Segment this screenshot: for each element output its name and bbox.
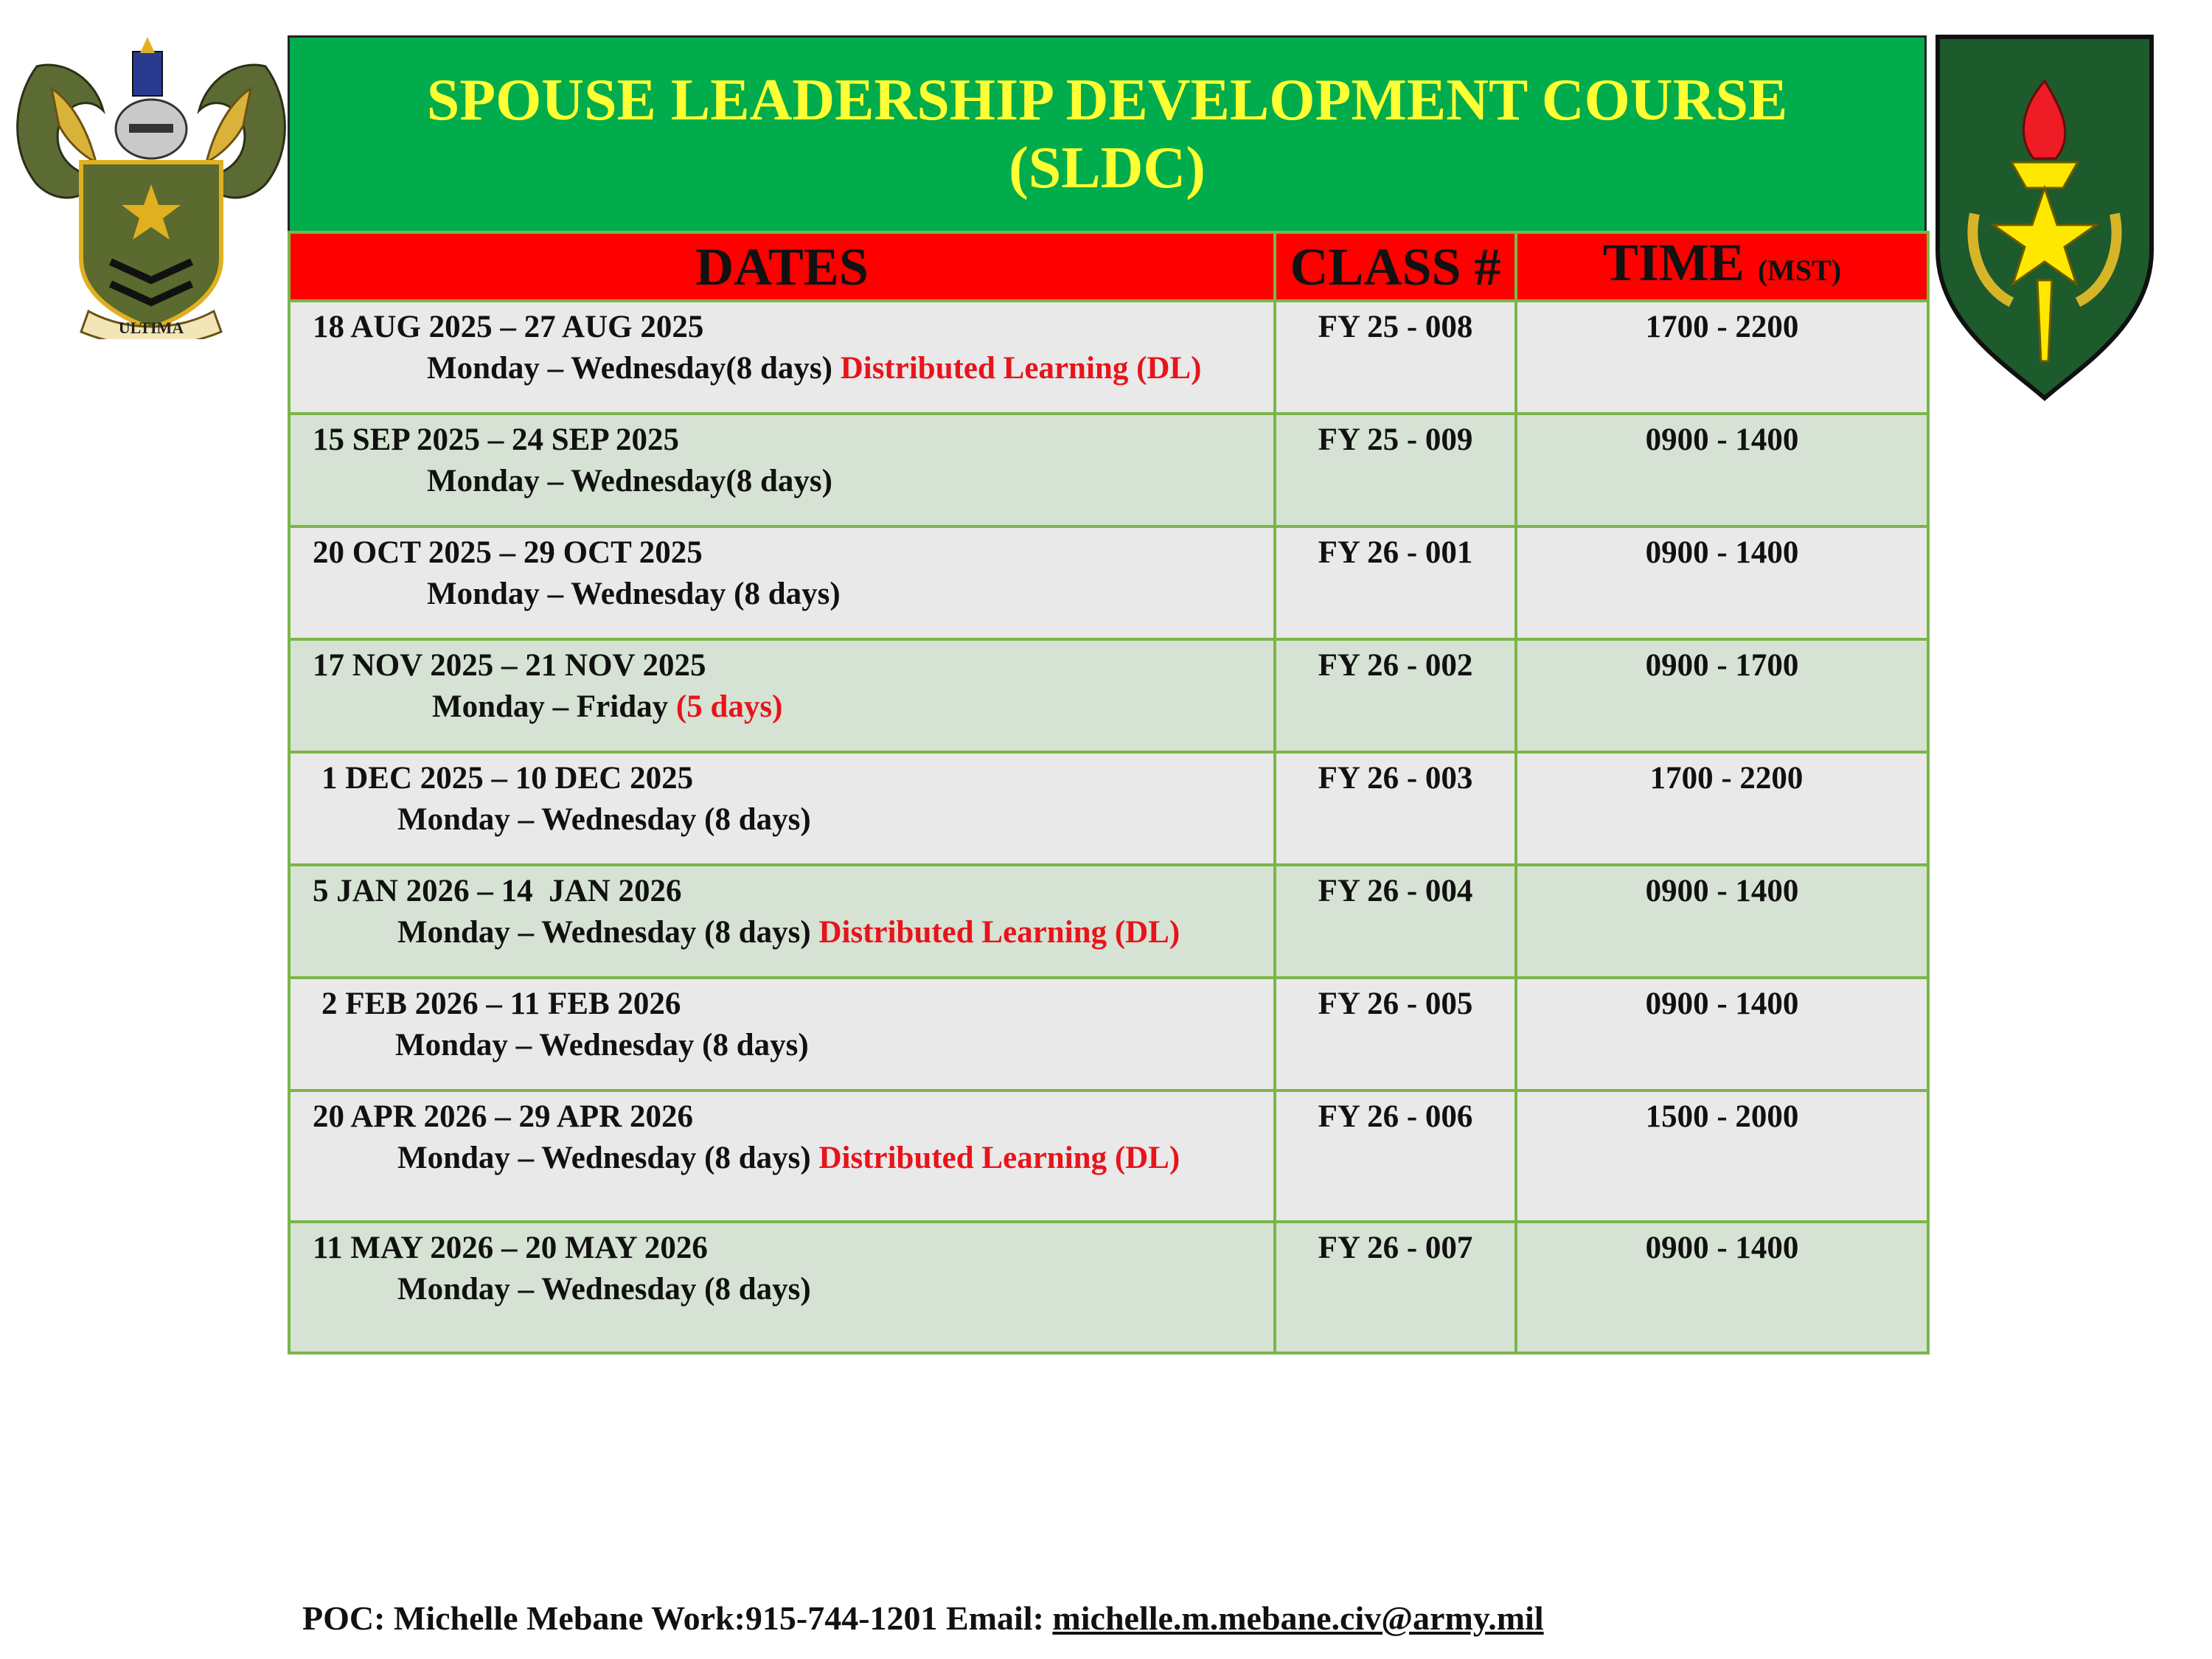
row-days: [291, 1025, 1273, 1066]
unit-shield-logo: [1930, 29, 2159, 406]
table-row: [289, 301, 1928, 414]
schedule-table: [288, 231, 1930, 1354]
header-time-label: TIME: [1602, 233, 1745, 292]
row-class: FY 26 - 005: [1275, 978, 1516, 1091]
row-days-text: Monday – Wednesday (8 days): [395, 1028, 809, 1062]
row-days-text: Monday – Wednesday (8 days): [397, 1141, 811, 1175]
row-dates: 1 DEC 2025 – 10 DEC 2025: [321, 761, 694, 796]
row-days: [291, 799, 1273, 841]
row-dates: 15 SEP 2025 – 24 SEP 2025: [313, 422, 679, 457]
svg-text:ULTIMA: ULTIMA: [118, 319, 184, 337]
row-class: FY 26 - 006: [1275, 1091, 1516, 1222]
header-class: CLASS #: [1275, 232, 1516, 301]
table-row: [289, 526, 1928, 639]
row-days-text: Monday – Wednesday(8 days): [427, 464, 832, 498]
row-time: 0900 - 1400: [1516, 414, 1928, 526]
row-days: [291, 1269, 1273, 1310]
course-schedule-sheet: [288, 35, 1927, 1354]
table-row: [289, 865, 1928, 978]
row-note: Distributed Learning (DL): [840, 351, 1202, 386]
table-row: [289, 978, 1928, 1091]
row-dates: 11 MAY 2026 – 20 MAY 2026: [313, 1231, 708, 1265]
row-time: 0900 - 1400: [1516, 865, 1928, 978]
table-row: [289, 414, 1928, 526]
row-days-text: Monday – Friday: [432, 689, 669, 724]
row-days: [291, 912, 1273, 953]
row-dates: 18 AUG 2025 – 27 AUG 2025: [313, 310, 704, 344]
table-row: [289, 1091, 1928, 1222]
row-class: FY 26 - 002: [1275, 639, 1516, 752]
row-time: 1700 - 2200: [1516, 752, 1928, 865]
row-note: Distributed Learning (DL): [818, 1141, 1180, 1175]
page-title: SPOUSE LEADERSHIP DEVELOPMENT COURSE: [426, 68, 1788, 133]
work-phone: 915-744-1201: [745, 1599, 938, 1637]
row-days-text: Monday – Wednesday (8 days): [427, 577, 841, 611]
table-row: [289, 639, 1928, 752]
row-days-text: Monday – Wednesday (8 days): [397, 1272, 811, 1307]
work-label: Work:: [651, 1599, 745, 1637]
row-days: [291, 574, 1273, 615]
header-row: [289, 232, 1928, 301]
title-band: [288, 35, 1927, 231]
row-class: FY 26 - 003: [1275, 752, 1516, 865]
row-days: [291, 1138, 1273, 1179]
header-dates: DATES: [289, 232, 1275, 301]
row-days-text: Monday – Wednesday (8 days): [397, 915, 811, 950]
page-subtitle: (SLDC): [1009, 136, 1206, 201]
row-days: [291, 686, 1273, 728]
row-class: FY 26 - 001: [1275, 526, 1516, 639]
row-time: 0900 - 1700: [1516, 639, 1928, 752]
email-link[interactable]: michelle.m.mebane.civ@army.mil: [1052, 1599, 1544, 1637]
email-label: Email:: [946, 1599, 1044, 1637]
table-row: [289, 1222, 1928, 1353]
poc-name: Michelle Mebane: [393, 1599, 644, 1637]
row-dates: 5 JAN 2026 – 14 JAN 2026: [313, 874, 682, 908]
row-dates: 20 APR 2026 – 29 APR 2026: [313, 1099, 693, 1134]
row-days-text: Monday – Wednesday(8 days): [427, 351, 832, 386]
row-days: [291, 461, 1273, 502]
row-class: FY 25 - 008: [1275, 301, 1516, 414]
contact-footer: [302, 1599, 1544, 1638]
row-days: [291, 348, 1273, 389]
row-time: 0900 - 1400: [1516, 978, 1928, 1091]
header-time: [1516, 232, 1928, 301]
table-row: [289, 752, 1928, 865]
row-time: 1500 - 2000: [1516, 1091, 1928, 1222]
row-time: 1700 - 2200: [1516, 301, 1928, 414]
header-time-zone: (MST): [1757, 254, 1842, 287]
row-note: Distributed Learning (DL): [818, 915, 1180, 950]
row-class: FY 25 - 009: [1275, 414, 1516, 526]
row-time: 0900 - 1400: [1516, 526, 1928, 639]
row-class: FY 26 - 007: [1275, 1222, 1516, 1353]
row-note: (5 days): [675, 689, 783, 724]
academy-crest-logo: [7, 37, 295, 339]
row-dates: 2 FEB 2026 – 11 FEB 2026: [321, 987, 681, 1021]
row-class: FY 26 - 004: [1275, 865, 1516, 978]
row-time: 0900 - 1400: [1516, 1222, 1928, 1353]
poc-label: POC:: [302, 1599, 386, 1637]
row-dates: 20 OCT 2025 – 29 OCT 2025: [313, 535, 703, 570]
row-days-text: Monday – Wednesday (8 days): [397, 802, 811, 837]
row-dates: 17 NOV 2025 – 21 NOV 2025: [313, 648, 706, 683]
